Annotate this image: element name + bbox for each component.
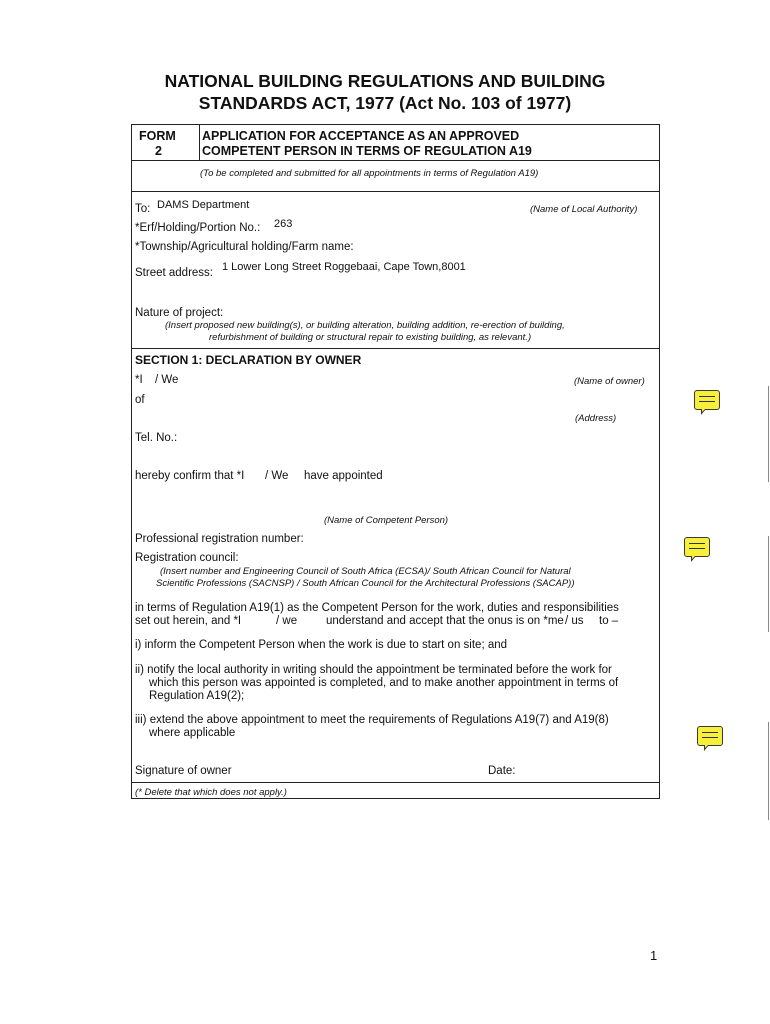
form-header-divider — [199, 125, 200, 160]
nature-hint-line1: (Insert proposed new building(s), or building alteration, building addition, re-erection of building, — [165, 320, 565, 331]
erf-label: *Erf/Holding/Portion No.: — [135, 222, 261, 234]
comment-note-icon[interactable] — [684, 537, 710, 557]
date-label: Date: — [488, 765, 516, 777]
document-title-line2: STANDARDS ACT, 1977 (Act No. 103 of 1977) — [198, 93, 572, 113]
duty-item-ii-line3: Regulation A19(2); — [149, 690, 245, 702]
council-hint-line2: Scientific Professions (SACNSP) / South African Council for the Architectural Professions (SACAP)) — [156, 578, 575, 589]
to-field[interactable]: DAMS Department — [157, 199, 250, 211]
duty-item-i: i) inform the Competent Person when the work is due to start on site; and — [135, 639, 508, 651]
confirm-text-2: / We — [265, 470, 289, 482]
duty-item-ii-line2: which this person was appointed is completed, and to make another appointment in terms of — [149, 677, 619, 689]
township-label: *Township/Agricultural holding/Farm name: — [135, 241, 354, 253]
registration-council-label: Registration council: — [135, 552, 239, 564]
nature-hint-line2: refurbishment of building or structural repair to existing building, as relevant.) — [209, 332, 532, 343]
local-authority-hint: (Name of Local Authority) — [530, 204, 638, 215]
owner-hint: (Name of owner) — [574, 376, 645, 387]
form-instruction: (To be completed and submitted for all appointments in terms of Regulation A19) — [200, 168, 539, 179]
address-hint: (Address) — [575, 413, 617, 424]
document-title-line1: NATIONAL BUILDING REGULATIONS AND BUILDING — [164, 71, 606, 91]
divider — [132, 348, 659, 349]
margin-bar — [768, 722, 769, 820]
street-address-label: Street address: — [135, 267, 213, 279]
confirm-text-3: have appointed — [304, 470, 383, 482]
duty-item-iii-line1: iii) extend the above appointment to meet the requirements of Regulations A19(7) and A19(8) — [135, 714, 609, 726]
comment-note-icon[interactable] — [694, 390, 720, 410]
i-option: *I — [135, 374, 143, 386]
prof-registration-label: Professional registration number: — [135, 533, 304, 545]
margin-bar — [768, 386, 769, 482]
comment-note-icon[interactable] — [697, 726, 723, 746]
confirm-text-1: hereby confirm that *I — [135, 470, 245, 482]
competent-person-hint: (Name of Competent Person) — [324, 515, 449, 526]
terms-line2a: set out herein, and *I — [135, 615, 242, 627]
form-heading-line1: APPLICATION FOR ACCEPTANCE AS AN APPROVED — [202, 129, 520, 143]
terms-line2e: to – — [599, 615, 619, 627]
form-box — [131, 124, 660, 799]
tel-label: Tel. No.: — [135, 432, 178, 444]
page-number: 1 — [650, 948, 658, 963]
council-hint-line1: (Insert number and Engineering Council of South Africa (ECSA)/ South African Council for Natural — [160, 566, 571, 577]
street-address-field[interactable]: 1 Lower Long Street Roggebaai, Cape Town,8001 — [222, 261, 466, 273]
of-label: of — [135, 394, 145, 406]
nature-of-project-label: Nature of project: — [135, 307, 224, 319]
terms-line2c: understand and accept that the onus is on *me — [326, 615, 564, 627]
terms-line2b: / we — [276, 615, 298, 627]
terms-line1: in terms of Regulation A19(1) as the Competent Person for the work, duties and responsibilities — [135, 602, 619, 614]
to-label: To: — [135, 203, 151, 215]
form-number: 2 — [155, 144, 162, 158]
divider — [132, 191, 659, 192]
section1-heading: SECTION 1: DECLARATION BY OWNER — [135, 353, 362, 367]
divider — [132, 782, 659, 783]
we-option: / We — [155, 374, 179, 386]
terms-line2d: / us — [565, 615, 584, 627]
divider — [132, 160, 659, 161]
margin-bar — [768, 536, 769, 632]
signature-label: Signature of owner — [135, 765, 232, 777]
duty-item-ii-line1: ii) notify the local authority in writing should the appointment be terminated before the work for — [135, 664, 612, 676]
delete-note: (* Delete that which does not apply.) — [135, 787, 287, 798]
duty-item-iii-line2: where applicable — [149, 727, 236, 739]
form-label: FORM — [139, 129, 176, 143]
erf-field[interactable]: 263 — [274, 218, 293, 230]
form-heading-line2: COMPETENT PERSON IN TERMS OF REGULATION A19 — [202, 144, 532, 158]
